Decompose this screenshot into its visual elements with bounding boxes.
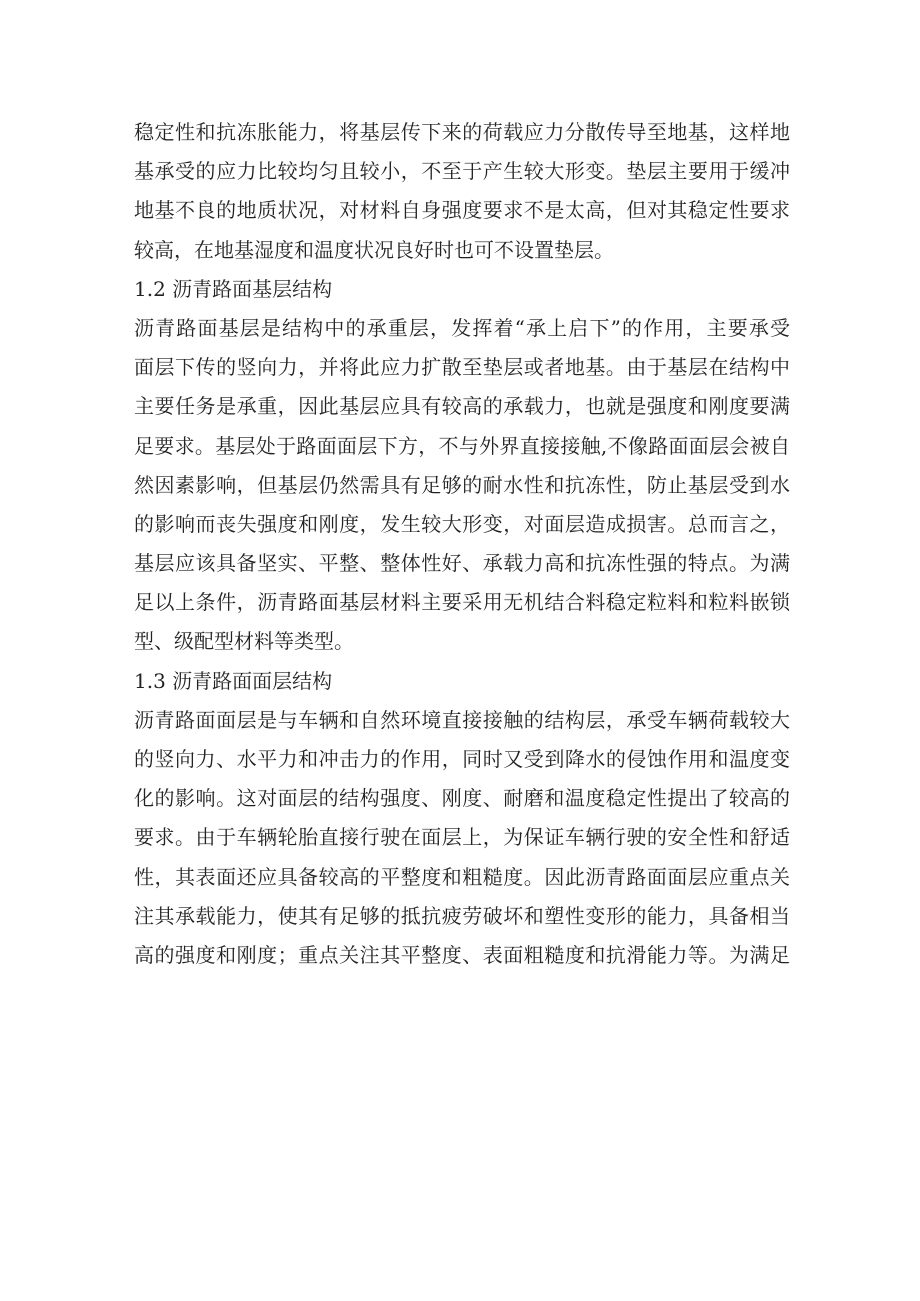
paragraph-line: 较高，在地基湿度和温度状况良好时也可不设置垫层。 xyxy=(134,237,614,262)
paragraph-line: 主要任务是承重，因此基层应具有较高的承载力，也就是强度和刚度要满 xyxy=(134,394,790,419)
paragraph-subgrade-cushion xyxy=(134,113,790,270)
paragraph-line: 地基不良的地质状况，对材料自身强度要求不是太高，但对其稳定性要求 xyxy=(134,198,790,223)
section-heading-surface-structure: 1.3 沥青路面面层结构 xyxy=(134,668,333,693)
paragraph-line: 的影响而丧失强度和刚度，发生较大形变，对面层造成损害。总而言之， xyxy=(134,511,790,536)
paragraph-line: 化的影响。这对面层的结构强度、刚度、耐磨和温度稳定性提出了较高的 xyxy=(134,786,790,811)
section-heading-base-structure: 1.2 沥青路面基层结构 xyxy=(134,276,333,301)
paragraph-line: 面层下传的竖向力，并将此应力扩散至垫层或者地基。由于基层在结构中 xyxy=(134,355,790,380)
document-body xyxy=(134,113,790,975)
paragraph-line: 性，其表面还应具备较高的平整度和粗糙度。因此沥青路面面层应重点关 xyxy=(134,864,790,889)
paragraph-surface-layer xyxy=(134,701,790,975)
paragraph-line: 然因素影响，但基层仍然需具有足够的耐水性和抗冻性，防止基层受到水 xyxy=(134,472,790,497)
paragraph-line: 要求。由于车辆轮胎直接行驶在面层上，为保证车辆行驶的安全性和舒适 xyxy=(134,825,790,850)
paragraph-line: 足要求。基层处于路面面层下方，不与外界直接接触,不像路面面层会被自 xyxy=(134,433,790,458)
paragraph-line: 基层应该具备坚实、平整、整体性好、承载力高和抗冻性强的特点。为满 xyxy=(134,551,790,576)
paragraph-line: 沥青路面基层是结构中的承重层，发挥着“承上启下”的作用，主要承受 xyxy=(134,315,790,340)
paragraph-line: 基承受的应力比较均匀且较小，不至于产生较大形变。垫层主要用于缓冲 xyxy=(134,159,790,184)
paragraph-line: 足以上条件，沥青路面基层材料主要采用无机结合料稳定粒料和粒料嵌锁 xyxy=(134,590,790,615)
paragraph-line: 注其承载能力，使其有足够的抵抗疲劳破坏和塑性变形的能力，具备相当 xyxy=(134,903,790,928)
paragraph-base-layer xyxy=(134,309,790,662)
paragraph-line: 的竖向力、水平力和冲击力的作用，同时又受到降水的侵蚀作用和温度变 xyxy=(134,747,790,771)
paragraph-line: 型、级配型材料等类型。 xyxy=(134,629,354,654)
paragraph-line: 沥青路面面层是与车辆和自然环境直接接触的结构层，承受车辆荷载较大 xyxy=(134,707,790,732)
paragraph-line: 稳定性和抗冻胀能力，将基层传下来的荷载应力分散传导至地基，这样地 xyxy=(134,120,790,144)
paragraph-line: 高的强度和刚度；重点关注其平整度、表面粗糙度和抗滑能力等。为满足 xyxy=(134,942,790,967)
